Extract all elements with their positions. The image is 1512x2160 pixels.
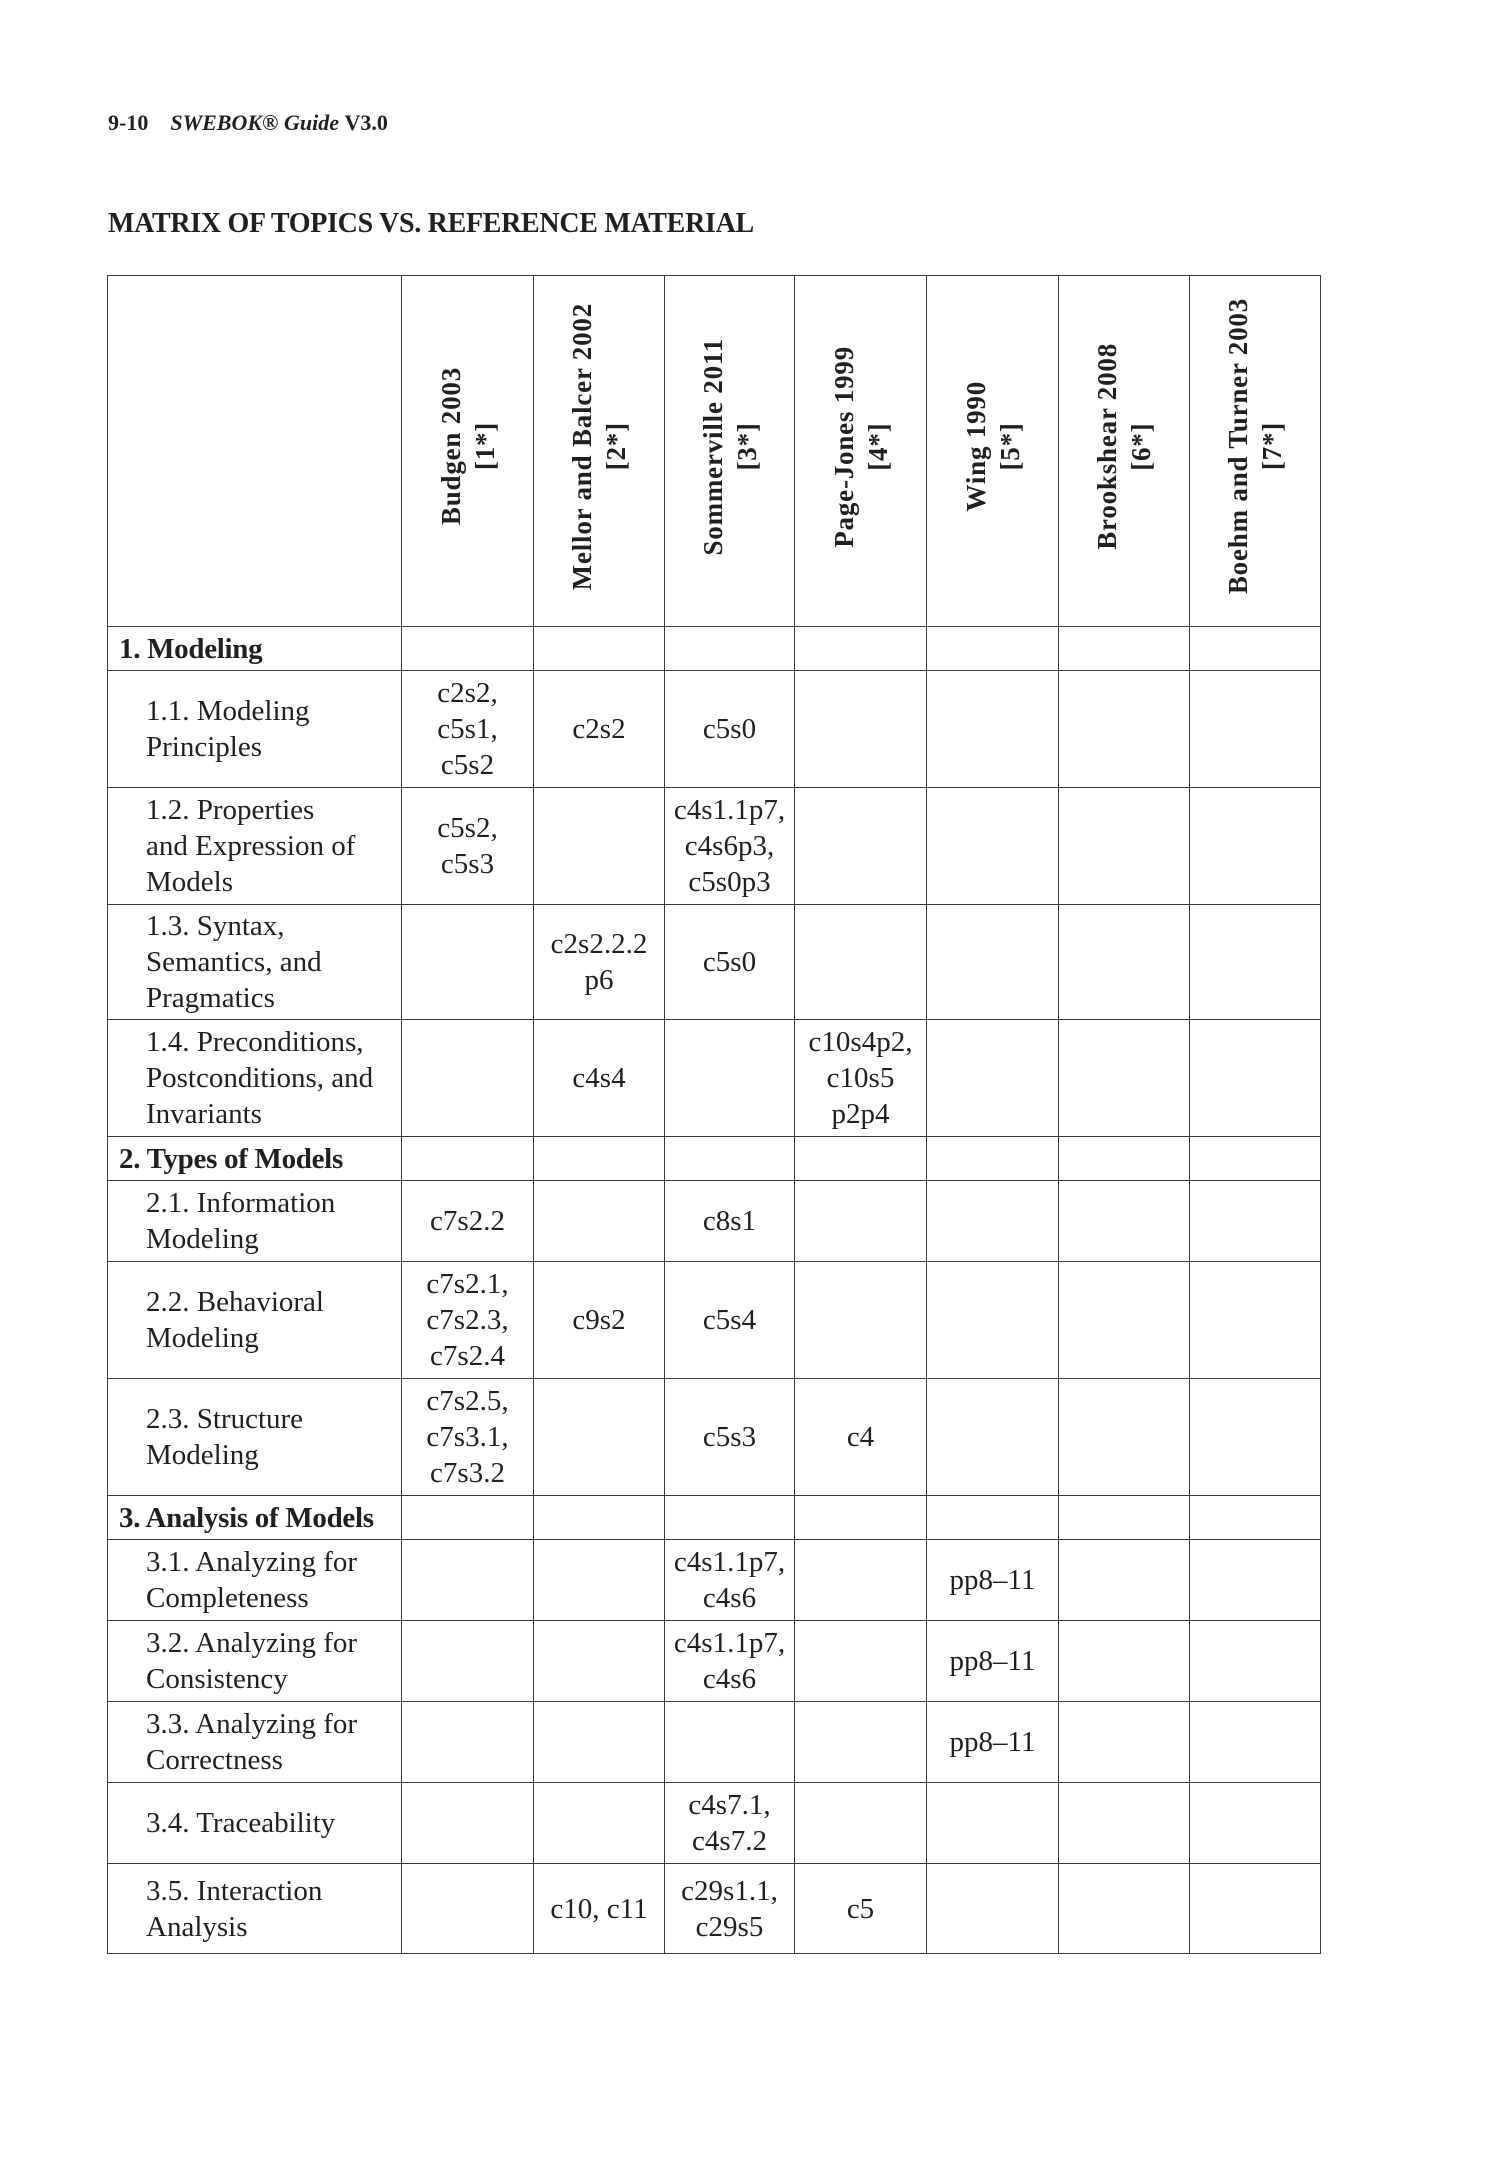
reference-cell: c8s1 (665, 1181, 795, 1262)
reference-cell (534, 1540, 665, 1621)
reference-column-header (665, 276, 795, 627)
reference-cell (534, 1181, 665, 1262)
topic-label: 1.3. Syntax, Semantics, and Pragmatics (108, 905, 402, 1020)
reference-number: [5*] (994, 422, 1025, 471)
reference-cell: c5 (795, 1864, 927, 1954)
reference-column-header (1190, 276, 1321, 627)
reference-cell (1059, 788, 1190, 905)
reference-cell: c2s2.2.2 p6 (534, 905, 665, 1020)
reference-cell: c4s1.1p7, c4s6 (665, 1540, 795, 1621)
reference-cell (1059, 627, 1190, 671)
section-row (108, 627, 1321, 671)
reference-column-header (1059, 276, 1190, 627)
reference-label (434, 367, 502, 525)
topic-label: 1.4. Preconditions, Postconditions, and Invariants (108, 1020, 402, 1137)
reference-label (565, 303, 633, 590)
reference-cell: c5s0 (665, 905, 795, 1020)
reference-name: Brookshear 2008 (1092, 343, 1122, 550)
reference-cell (795, 671, 927, 788)
reference-cell (402, 627, 534, 671)
reference-name: Page-Jones 1999 (828, 345, 859, 548)
section-heading: 2. Types of Models (108, 1137, 402, 1181)
reference-name: Wing 1990 (960, 381, 991, 512)
topic-row (108, 1783, 1321, 1864)
reference-cell (795, 1181, 927, 1262)
reference-cell: c2s2 (534, 671, 665, 788)
book-title: SWEBOK® Guide (170, 110, 339, 135)
reference-cell (534, 1702, 665, 1783)
reference-cell (402, 1783, 534, 1864)
reference-cell (665, 1496, 795, 1540)
reference-cell (402, 1621, 534, 1702)
reference-cell: pp8–11 (927, 1621, 1059, 1702)
section-heading: 1. Modeling (108, 627, 402, 671)
reference-cell (927, 1379, 1059, 1496)
reference-cell (1190, 1621, 1321, 1702)
topic-label: 1.2. Properties and Expression of Models (108, 788, 402, 905)
reference-label (959, 381, 1027, 511)
reference-cell: pp8–11 (927, 1540, 1059, 1621)
reference-cell (1190, 1137, 1321, 1181)
reference-cell (665, 627, 795, 671)
reference-cell: c2s2, c5s1, c5s2 (402, 671, 534, 788)
topic-label: 3.1. Analyzing for Completeness (108, 1540, 402, 1621)
reference-cell (927, 1496, 1059, 1540)
reference-cell: c29s1.1, c29s5 (665, 1864, 795, 1954)
reference-name: Sommerville 2011 (697, 337, 728, 556)
reference-cell (795, 1262, 927, 1379)
reference-column-header (927, 276, 1059, 627)
reference-cell: c5s4 (665, 1262, 795, 1379)
reference-name: Mellor and Balcer 2002 (567, 302, 597, 591)
reference-number: [2*] (601, 422, 631, 471)
reference-cell (795, 1702, 927, 1783)
reference-cell (1059, 1379, 1190, 1496)
topic-label: 2.2. Behavioral Modeling (108, 1262, 402, 1379)
reference-cell: c4s1.1p7, c4s6p3, c5s0p3 (665, 788, 795, 905)
topic-row (108, 788, 1321, 905)
header-corner-cell (108, 276, 402, 627)
reference-cell (1059, 1020, 1190, 1137)
page-number: 9-10 (108, 110, 149, 135)
reference-label (827, 346, 895, 548)
section-heading: 3. Analysis of Models (108, 1496, 402, 1540)
reference-cell: c10s4p2, c10s5 p2p4 (795, 1020, 927, 1137)
reference-cell: c5s3 (665, 1379, 795, 1496)
topic-row (108, 1262, 1321, 1379)
reference-cell (1190, 1020, 1321, 1137)
section-row (108, 1496, 1321, 1540)
reference-cell (534, 1137, 665, 1181)
reference-cell (795, 627, 927, 671)
reference-number: [6*] (1126, 422, 1156, 471)
reference-column-header (534, 276, 665, 627)
reference-cell: c5s2, c5s3 (402, 788, 534, 905)
topic-row (108, 1540, 1321, 1621)
reference-cell: c4s1.1p7, c4s6 (665, 1621, 795, 1702)
reference-cell (1059, 1137, 1190, 1181)
reference-cell (795, 1621, 927, 1702)
reference-cell (1190, 1702, 1321, 1783)
reference-cell (1190, 905, 1321, 1020)
reference-cell: c7s2.1, c7s2.3, c7s2.4 (402, 1262, 534, 1379)
topic-row (108, 1702, 1321, 1783)
topic-label: 3.2. Analyzing for Consistency (108, 1621, 402, 1702)
reference-name: Boehm and Turner 2003 (1223, 298, 1253, 595)
reference-label (1090, 343, 1158, 550)
reference-cell (1190, 627, 1321, 671)
reference-column-header (795, 276, 927, 627)
topic-label: 2.3. Structure Modeling (108, 1379, 402, 1496)
reference-cell (927, 1181, 1059, 1262)
reference-column-header (402, 276, 534, 627)
topic-row (108, 671, 1321, 788)
reference-cell (534, 1621, 665, 1702)
reference-cell (1190, 1181, 1321, 1262)
reference-cell (402, 1702, 534, 1783)
reference-cell (795, 1540, 927, 1621)
reference-cell: c5s0 (665, 671, 795, 788)
reference-cell (927, 1137, 1059, 1181)
reference-cell (1190, 1379, 1321, 1496)
reference-cell (1059, 1262, 1190, 1379)
reference-number: [4*] (862, 422, 893, 471)
reference-cell (1059, 905, 1190, 1020)
reference-cell (795, 905, 927, 1020)
reference-cell: c9s2 (534, 1262, 665, 1379)
reference-cell (665, 1137, 795, 1181)
reference-cell (927, 627, 1059, 671)
reference-cell (1059, 1496, 1190, 1540)
reference-cell (1190, 788, 1321, 905)
reference-cell: c7s2.2 (402, 1181, 534, 1262)
reference-cell: c4 (795, 1379, 927, 1496)
reference-cell (795, 1137, 927, 1181)
reference-cell (402, 1137, 534, 1181)
reference-cell (1190, 1783, 1321, 1864)
topic-label: 3.3. Analyzing for Correctness (108, 1702, 402, 1783)
reference-label (696, 338, 764, 556)
reference-cell (1059, 1864, 1190, 1954)
section-row (108, 1137, 1321, 1181)
reference-cell (1059, 1621, 1190, 1702)
reference-cell (665, 1702, 795, 1783)
topic-row (108, 1020, 1321, 1137)
reference-cell: c7s2.5, c7s3.1, c7s3.2 (402, 1379, 534, 1496)
reference-cell: c4s4 (534, 1020, 665, 1137)
reference-cell (665, 1020, 795, 1137)
reference-cell (402, 905, 534, 1020)
reference-cell (927, 1864, 1059, 1954)
topic-row (108, 1181, 1321, 1262)
topics-reference-matrix (107, 275, 1321, 1954)
reference-cell (1190, 1262, 1321, 1379)
reference-cell (927, 788, 1059, 905)
reference-label (1221, 298, 1289, 594)
topic-label: 3.5. Interaction Analysis (108, 1864, 402, 1954)
reference-cell: c4s7.1, c4s7.2 (665, 1783, 795, 1864)
topic-row (108, 1379, 1321, 1496)
reference-cell (534, 627, 665, 671)
reference-cell (1190, 1540, 1321, 1621)
book-version: V3.0 (344, 110, 388, 135)
reference-cell (534, 1496, 665, 1540)
topic-row (108, 905, 1321, 1020)
reference-cell (927, 1020, 1059, 1137)
header-row (108, 276, 1321, 627)
reference-cell (1059, 671, 1190, 788)
reference-cell (1059, 1540, 1190, 1621)
reference-cell (534, 1783, 665, 1864)
reference-cell (927, 1783, 1059, 1864)
reference-cell (1059, 1783, 1190, 1864)
reference-cell: c10, c11 (534, 1864, 665, 1954)
reference-number: [7*] (1257, 422, 1287, 471)
reference-cell (534, 1379, 665, 1496)
reference-cell (927, 671, 1059, 788)
topic-row (108, 1864, 1321, 1954)
reference-cell (534, 788, 665, 905)
reference-cell (402, 1020, 534, 1137)
reference-cell (795, 1783, 927, 1864)
reference-cell (402, 1540, 534, 1621)
running-head (108, 110, 388, 136)
reference-cell (1190, 671, 1321, 788)
reference-cell (927, 1262, 1059, 1379)
topic-label: 3.4. Traceability (108, 1783, 402, 1864)
reference-number: [1*] (469, 422, 500, 471)
reference-number: [3*] (731, 422, 762, 471)
reference-name: Budgen 2003 (435, 367, 466, 526)
section-title: MATRIX OF TOPICS VS. REFERENCE MATERIAL (108, 208, 754, 239)
reference-cell (402, 1496, 534, 1540)
reference-cell (402, 1864, 534, 1954)
topic-label: 2.1. Information Modeling (108, 1181, 402, 1262)
reference-cell (795, 1496, 927, 1540)
reference-cell: pp8–11 (927, 1702, 1059, 1783)
reference-cell (795, 788, 927, 905)
reference-cell (1059, 1181, 1190, 1262)
reference-cell (1190, 1496, 1321, 1540)
topic-label: 1.1. Modeling Principles (108, 671, 402, 788)
reference-cell (927, 905, 1059, 1020)
reference-cell (1190, 1864, 1321, 1954)
reference-cell (1059, 1702, 1190, 1783)
topic-row (108, 1621, 1321, 1702)
